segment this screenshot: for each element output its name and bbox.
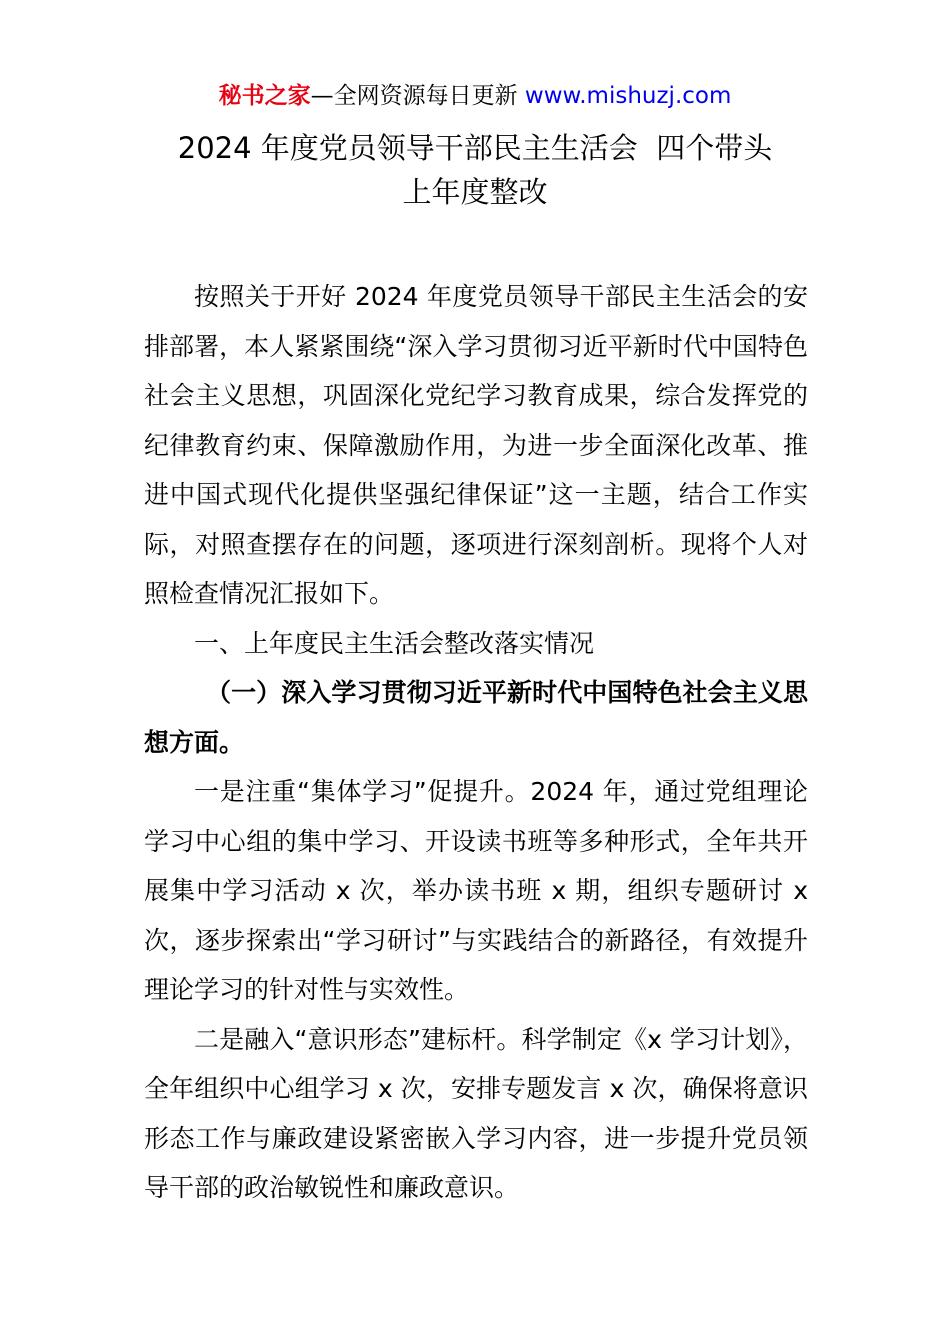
intro-paragraph: 按照关于开好 2024 年度党员领导干部民主生活会的安排部署，本人紧紧围绕“深入学习贯彻习近平新时代中国特色社会主义思想，巩固深化党纪学习教育成果，综合发挥党的纪律教育约束、保障激励作用，为进一步全面深化改革、推进中国式现代化提供坚强纪律保证”这一主题，结合工作实际，对照查摆存在的问题，逐项进行深刻剖析。现将个人对照检查情况汇报如下。 xyxy=(144,282,808,608)
title-line-1: 2024 年度党员领导干部民主生活会 四个带头 xyxy=(177,131,773,165)
document-body xyxy=(144,272,808,1213)
section-heading: 一、上年度民主生活会整改落实情况 xyxy=(194,628,595,658)
site-header xyxy=(0,80,950,112)
title-line-2: 上年度整改 xyxy=(402,175,548,209)
site-tagline: —全网资源每日更新 xyxy=(310,83,525,109)
site-brand: 秘书之家 xyxy=(218,83,311,109)
document-title xyxy=(0,126,950,214)
subsection-heading: （一）深入学习贯彻习近平新时代中国特色社会主义思想方面。 xyxy=(144,678,808,757)
body-paragraph-1: 一是注重“集体学习”促提升。2024 年，通过党组理论学习中心组的集中学习、开设读书班等多种形式，全年共开展集中学习活动 x 次，举办读书班 x 期，组织专题研讨 x 次，逐步探索出“学习研讨”与实践结合的新路径，有效提升理论学习的针对性与实效性。 xyxy=(144,777,808,1004)
body-paragraph-2: 二是融入“意识形态”建标杆。科学制定《x 学习计划》，全年组织中心组学习 x 次，安排专题发言 x 次，确保将意识形态工作与廉政建设紧密嵌入学习内容，进一步提升党员领导干部的政治敏锐性和廉政意识。 xyxy=(144,1024,808,1202)
site-url[interactable]: www.mishuzj.com xyxy=(524,83,732,109)
